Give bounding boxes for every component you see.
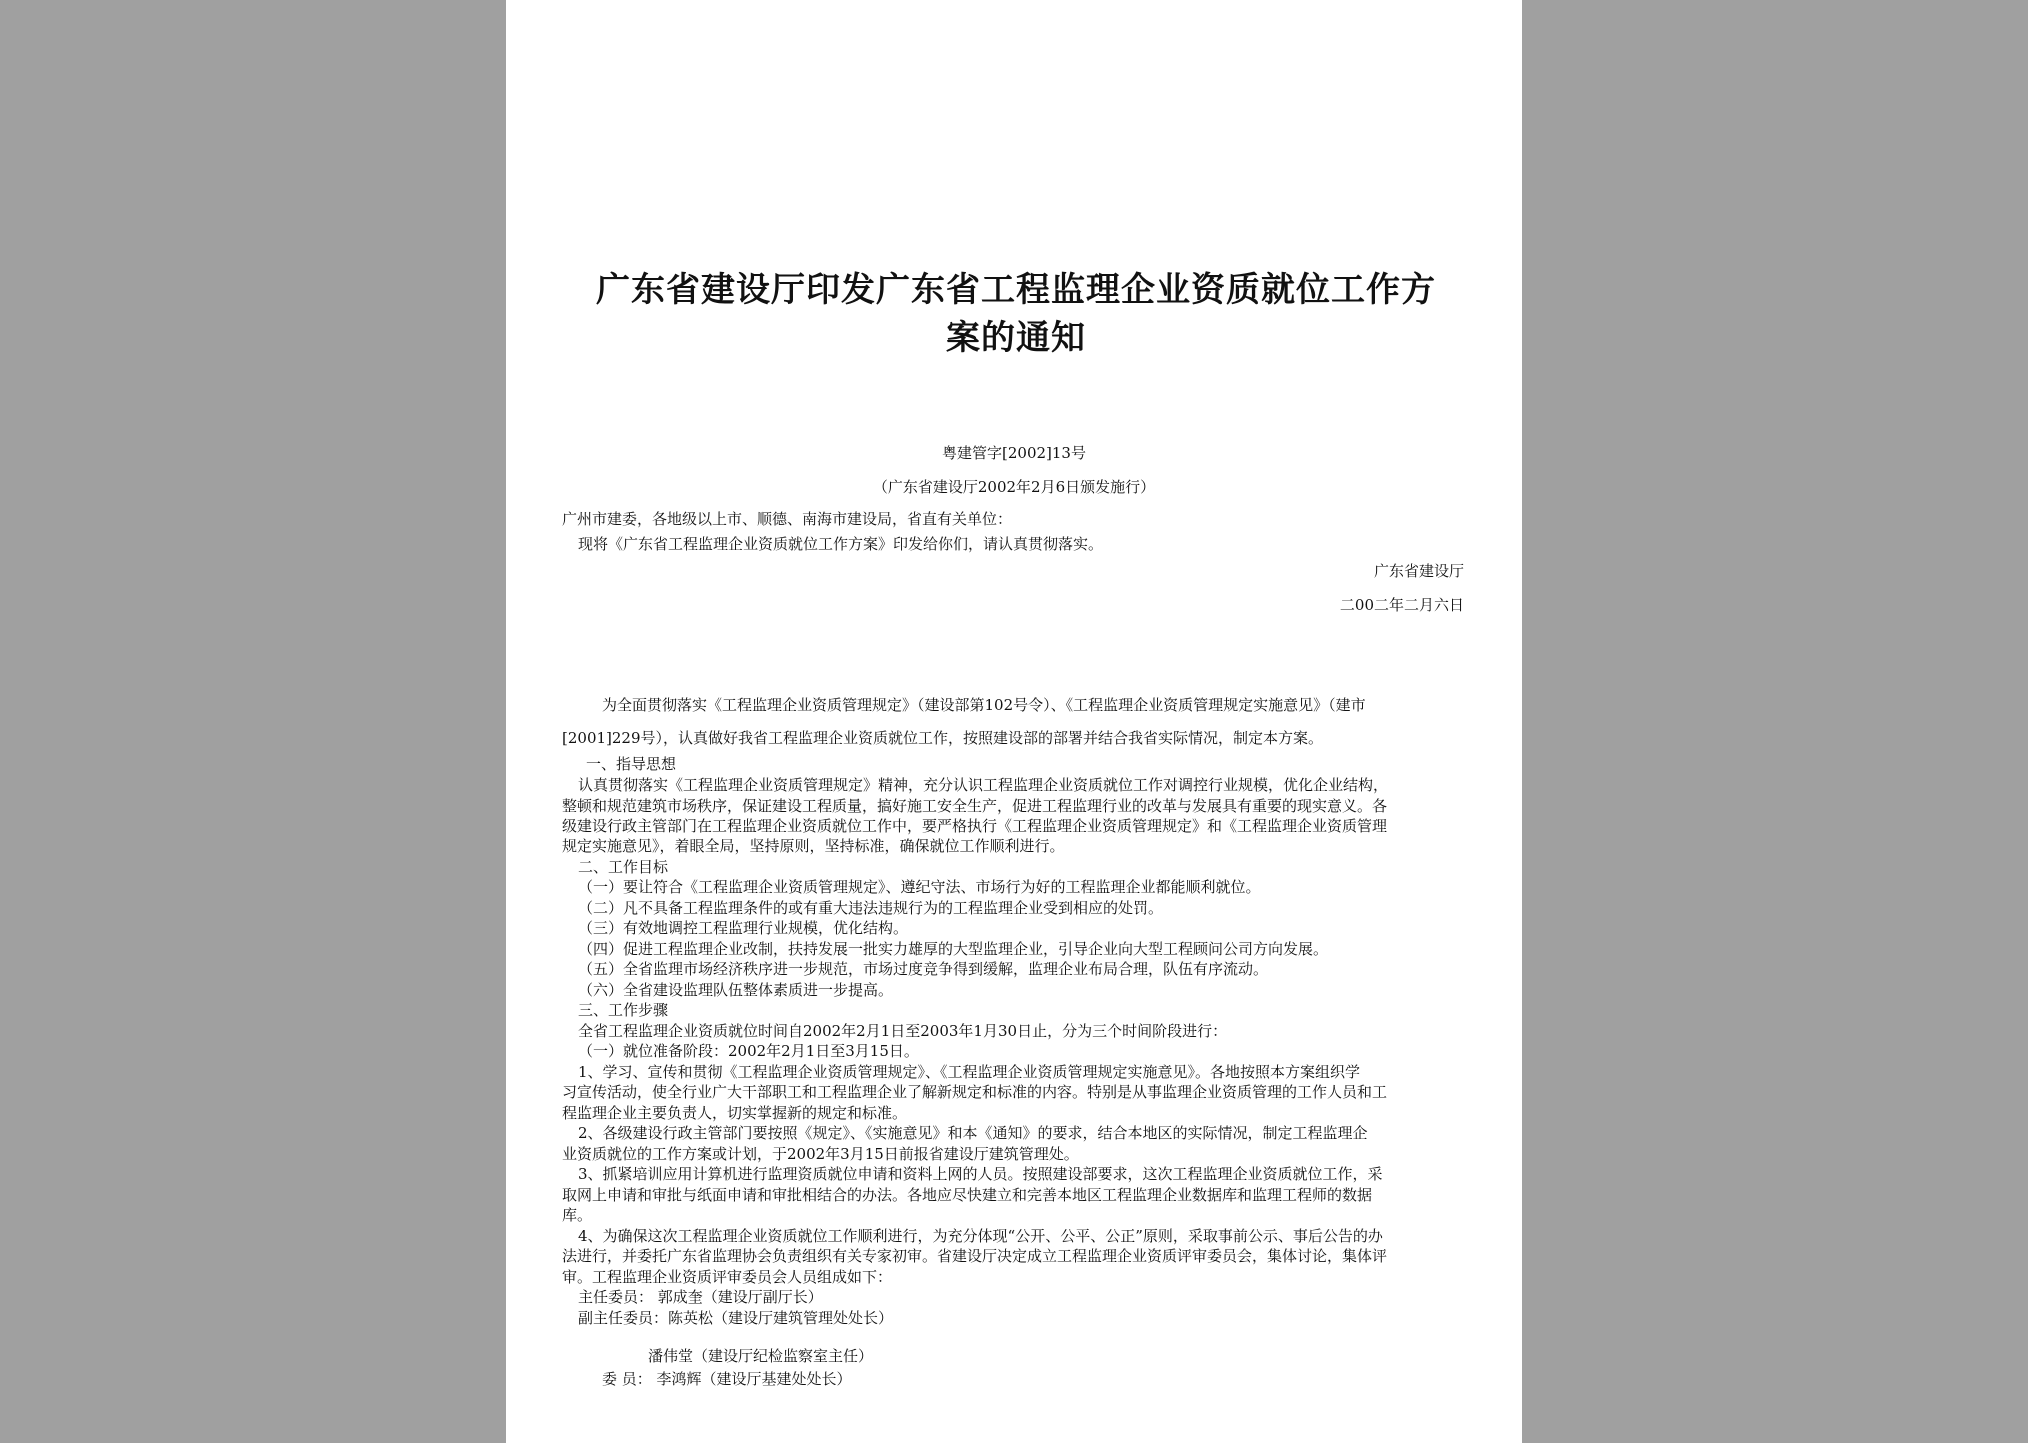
committee-member: 委 员： 李鸿辉（建设厅基建处处长） bbox=[602, 1370, 852, 1388]
body-line: 全省工程监理企业资质就位时间自2002年2月1日至2003年1月30日止，分为三个时间阶段进行： bbox=[578, 1022, 1228, 1040]
body-line: 规定实施意见》，着眼全局，坚持原则，坚持标准，确保就位工作顺利进行。 bbox=[562, 837, 1065, 855]
body-line: （一）就位准备阶段：2002年2月1日至3月15日。 bbox=[578, 1042, 919, 1060]
body-line: 业资质就位的工作方案或计划，于2002年3月15日前报省建设厅建筑管理处。 bbox=[562, 1145, 1079, 1163]
body-line: 取网上申请和审批与纸面申请和审批相结合的办法。各地应尽快建立和完善本地区工程监理企业数据库和监理工程师的数据 bbox=[562, 1186, 1373, 1204]
body-line: （五）全省监理市场经济秩序进一步规范，市场过度竞争得到缓解，监理企业布局合理，队伍有序流动。 bbox=[578, 960, 1269, 978]
body-line: 3、抓紧培训应用计算机进行监理资质就位申请和资料上网的人员。按照建设部要求，这次工程监理企业资质就位工作，采 bbox=[578, 1165, 1383, 1183]
body-line: 4、为确保这次工程监理企业资质就位工作顺利进行，为充分体现“公开、公平、公正”原则，采取事前公示、事后公告的办 bbox=[578, 1227, 1383, 1245]
body-line: （六）全省建设监理队伍整体素质进一步提高。 bbox=[578, 981, 894, 999]
body-line: [2001]229号），认真做好我省工程监理企业资质就位工作，按照建设部的部署并结合我省实际情况，制定本方案。 bbox=[562, 729, 1324, 747]
section-heading: 一、指导思想 bbox=[586, 755, 677, 773]
document-title-line-2: 案的通知 bbox=[946, 318, 1086, 358]
section-heading: 三、工作步骤 bbox=[578, 1001, 669, 1019]
issue-note: （广东省建设厅2002年2月6日颁发施行） bbox=[872, 478, 1156, 496]
body-line: （一）要让符合《工程监理企业资质管理规定》、遵纪守法、市场行为好的工程监理企业都能顺利就位。 bbox=[578, 878, 1261, 896]
committee-chair: 主任委员： 郭成奎（建设厅副厅长） bbox=[578, 1288, 823, 1306]
section-heading: 二、工作目标 bbox=[578, 858, 669, 876]
committee-vice-chair: 副主任委员：陈英松（建设厅建筑管理处处长） bbox=[578, 1309, 894, 1327]
issue-date: 二00二年二月六日 bbox=[1339, 596, 1464, 614]
body-line: 库。 bbox=[562, 1206, 593, 1224]
document-page bbox=[506, 0, 1522, 1443]
recipients: 广州市建委，各地级以上市、顺德、南海市建设局，省直有关单位： bbox=[562, 510, 1013, 528]
body-line: 认真贯彻落实《工程监理企业资质管理规定》精神，充分认识工程监理企业资质就位工作对调控行业规模，优化企业结构， bbox=[578, 776, 1389, 794]
document-title-line-1: 广东省建设厅印发广东省工程监理企业资质就位工作方 bbox=[596, 270, 1436, 310]
body-line: （二）凡不具备工程监理条件的或有重大违法违规行为的工程监理企业受到相应的处罚。 bbox=[578, 899, 1164, 917]
body-line: 程监理企业主要负责人，切实掌握新的规定和标准。 bbox=[562, 1104, 908, 1122]
document-number: 粤建管字[2002]13号 bbox=[942, 444, 1086, 462]
body-line: 1、学习、宣传和贯彻《工程监理企业资质管理规定》、《工程监理企业资质管理规定实施意见》。各地按照本方案组织学 bbox=[578, 1063, 1361, 1081]
body-line: 整顿和规范建筑市场秩序，保证建设工程质量，搞好施工安全生产，促进工程监理行业的改革与发展具有重要的现实意义。各 bbox=[562, 797, 1388, 815]
body-line: （四）促进工程监理企业改制，扶持发展一批实力雄厚的大型监理企业，引导企业向大型工程顾问公司方向发展。 bbox=[578, 940, 1329, 958]
body-line: （三）有效地调控工程监理行业规模，优化结构。 bbox=[578, 919, 909, 937]
body-line: 为全面贯彻落实《工程监理企业资质管理规定》（建设部第102号令）、《工程监理企业资质管理规定实施意见》（建市 bbox=[602, 696, 1366, 714]
committee-vice-chair: 潘伟堂（建设厅纪检监察室主任） bbox=[648, 1347, 874, 1365]
intro-paragraph: 现将《广东省工程监理企业资质就位工作方案》印发给你们，请认真贯彻落实。 bbox=[578, 535, 1104, 553]
body-line: 级建设行政主管部门在工程监理企业资质就位工作中，要严格执行《工程监理企业资质管理规定》和《工程监理企业资质管理 bbox=[562, 817, 1388, 835]
issuer: 广东省建设厅 bbox=[1373, 562, 1464, 580]
body-line: 习宣传活动，使全行业广大干部职工和工程监理企业了解新规定和标准的内容。特别是从事监理企业资质管理的工作人员和工 bbox=[562, 1083, 1388, 1101]
body-line: 2、各级建设行政主管部门要按照《规定》、《实施意见》和本《通知》的要求，结合本地区的实际情况，制定工程监理企 bbox=[578, 1124, 1368, 1142]
body-line: 审。工程监理企业资质评审委员会人员组成如下： bbox=[562, 1268, 893, 1286]
body-line: 法进行，并委托广东省监理协会负责组织有关专家初审。省建设厅决定成立工程监理企业资质评审委员会，集体讨论，集体评 bbox=[562, 1247, 1388, 1265]
